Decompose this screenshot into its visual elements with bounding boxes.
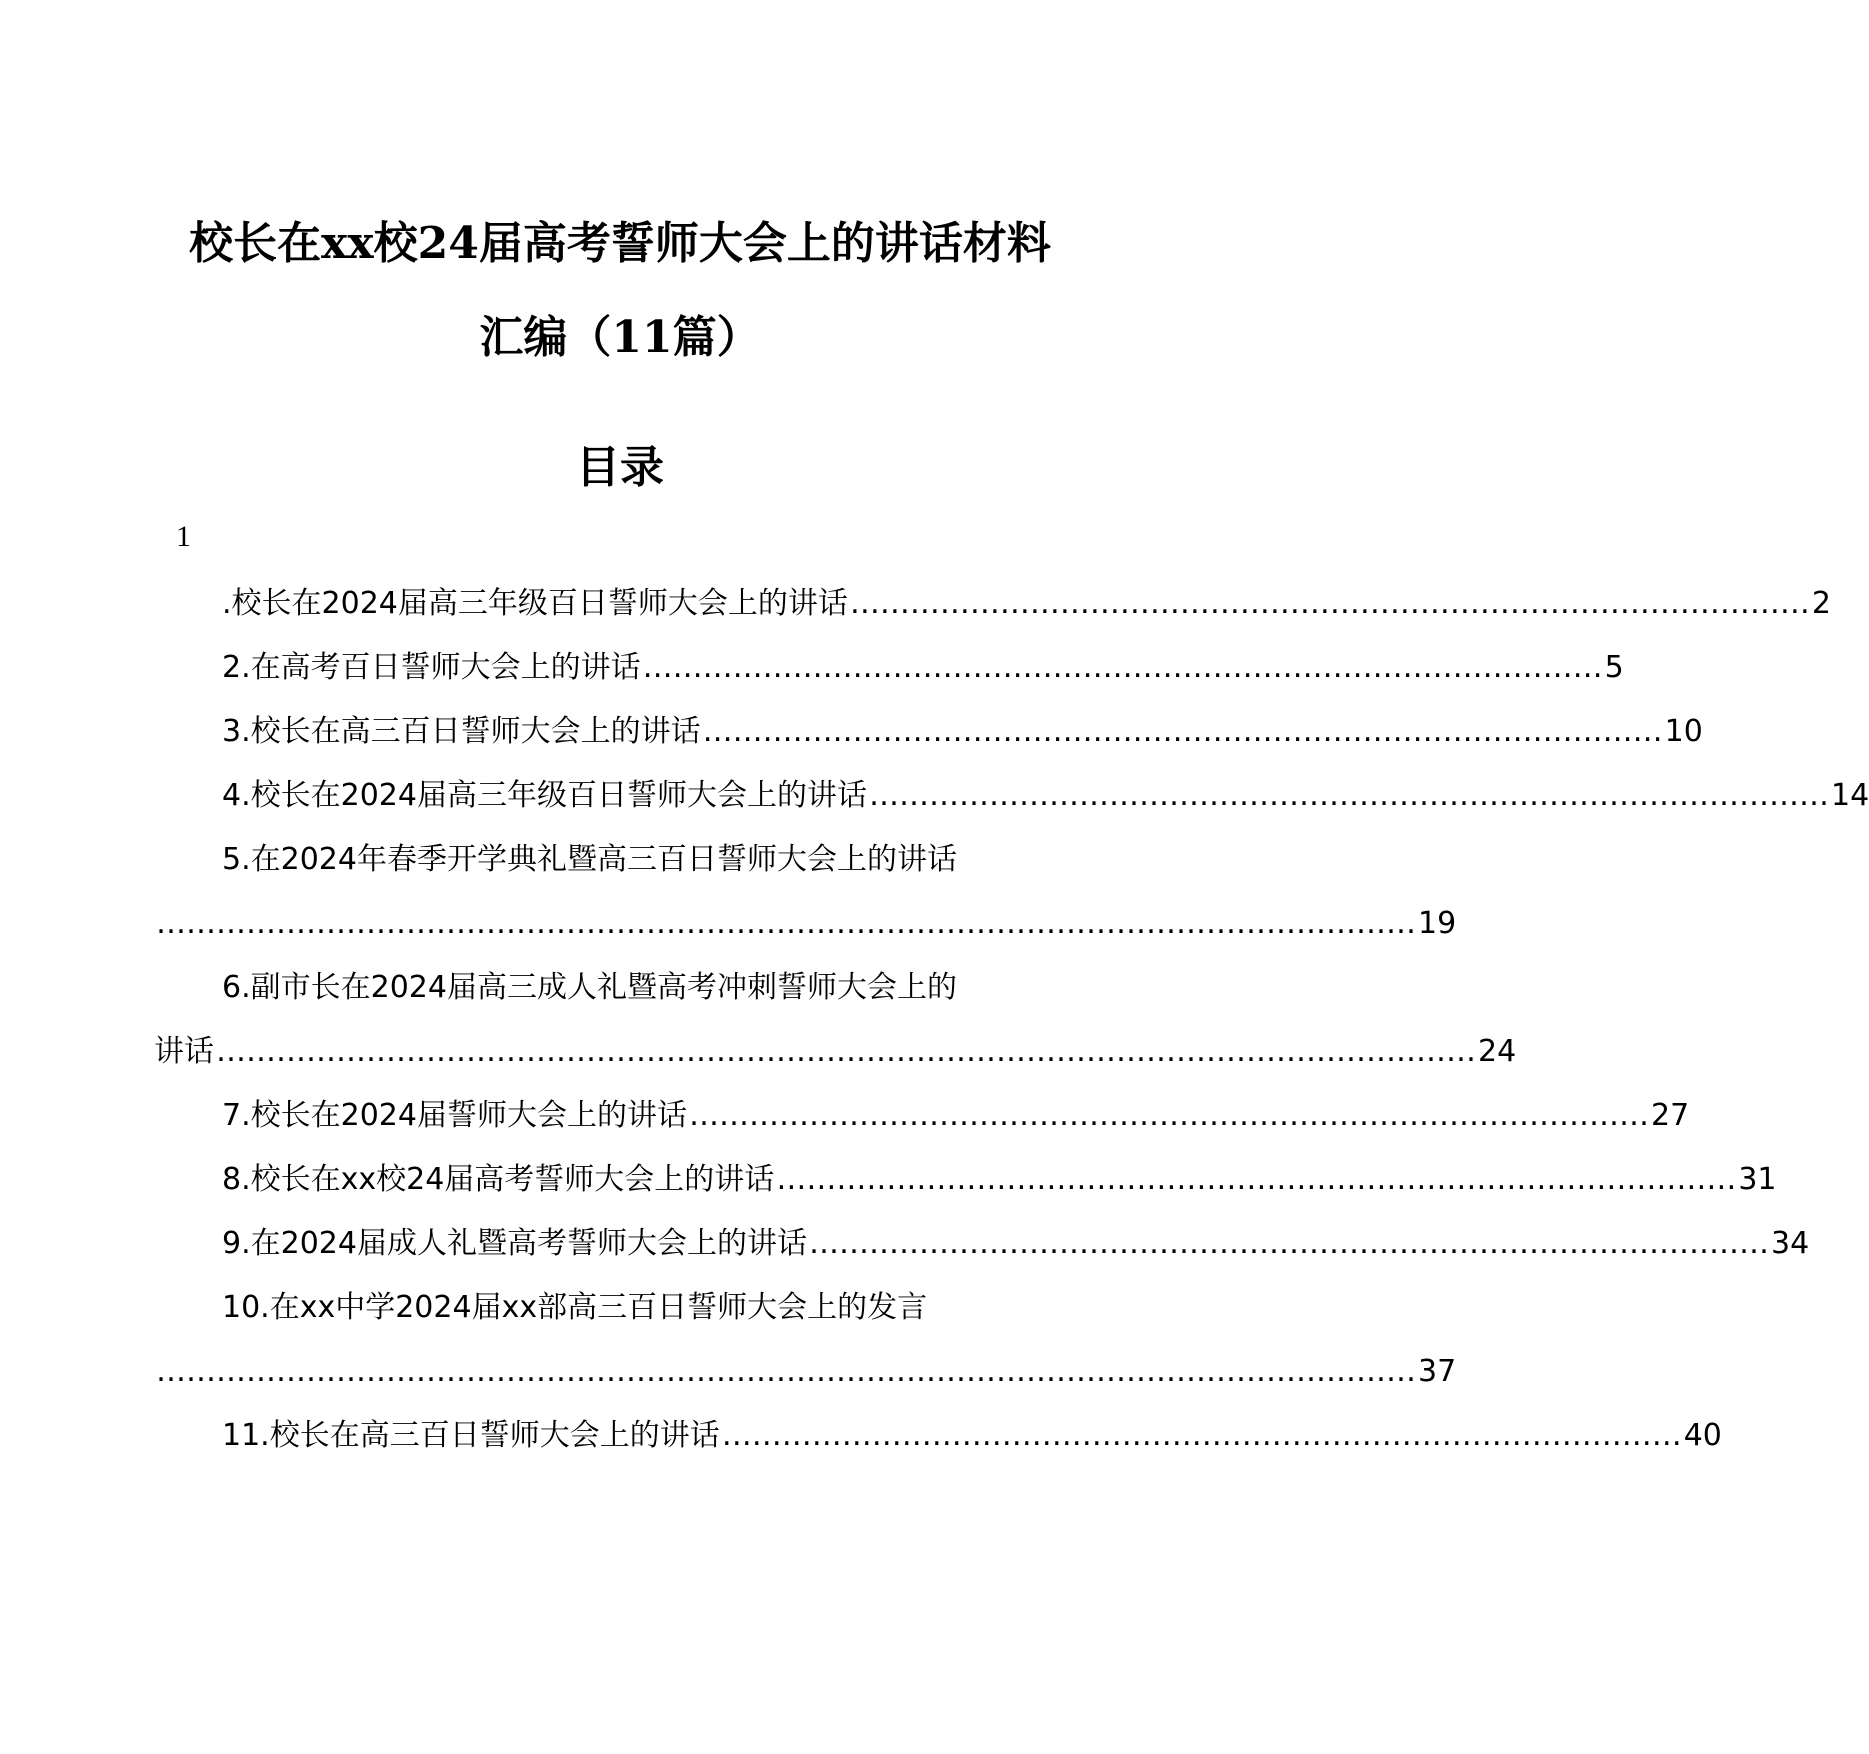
toc-entry-title: 11.校长在高三百日誓师大会上的讲话 <box>222 1418 720 1453</box>
toc-entry-title: 3.校长在高三百日誓师大会上的讲话 <box>222 714 701 749</box>
toc-leader-dots: ……………………………………………………………………………………………………………… <box>216 1034 1476 1069</box>
toc-entry-page: 27 <box>1650 1098 1690 1133</box>
toc-entry-2[interactable] <box>222 650 1624 685</box>
toc-leader-dots: …………………………………………………………………………………… <box>702 714 1663 749</box>
toc-entry-6[interactable] <box>154 1034 1517 1069</box>
toc-entry-6-title[interactable]: 6.副市长在2024届高三成人礼暨高考冲刺誓师大会上的 <box>222 970 957 1005</box>
toc-leader-dots: …………………………………………………………………………………… <box>688 1098 1649 1133</box>
document-title-line-2: 汇编（11篇） <box>479 312 761 363</box>
toc-entry-10[interactable] <box>154 1354 1457 1389</box>
document-title-line-1: 校长在xx校24届高考誓师大会上的讲话材料 <box>189 218 1051 269</box>
stray-page-number: 1 <box>176 520 191 553</box>
toc-entry-9[interactable] <box>222 1226 1810 1261</box>
toc-entry-11[interactable] <box>222 1418 1722 1453</box>
toc-leader-dots: ……………………………………………………………………………………………………………… <box>156 906 1416 941</box>
toc-entry-page: 40 <box>1683 1418 1722 1453</box>
toc-entry-4[interactable] <box>222 778 1869 813</box>
toc-entry-page: 10 <box>1664 714 1703 749</box>
toc-entry-title: 8.校长在xx校24届高考誓师大会上的讲话 <box>222 1162 775 1197</box>
toc-heading: 目录 <box>576 442 664 493</box>
toc-entry-page: 14 <box>1830 778 1869 813</box>
toc-entry-5[interactable] <box>154 906 1457 941</box>
toc-leader-dots: …………………………………………………………………………………… <box>721 1418 1682 1453</box>
toc-leader-dots: …………………………………………………………………………………… <box>868 778 1829 813</box>
toc-entry-page: 31 <box>1738 1162 1777 1197</box>
toc-entry-page: 2 <box>1811 586 1831 621</box>
toc-leader-dots: …………………………………………………………………………………… <box>808 1226 1769 1261</box>
toc-entry-page: 19 <box>1418 906 1457 941</box>
toc-entry-10-title[interactable]: 10.在xx中学2024届xx部高三百日誓师大会上的发言 <box>222 1290 928 1325</box>
toc-entry-7[interactable] <box>222 1098 1690 1133</box>
toc-leader-dots: …………………………………………………………………………………… <box>642 650 1603 685</box>
toc-leader-dots: ……………………………………………………………………………………………………………… <box>156 1354 1416 1389</box>
toc-entry-title: 7.校长在2024届誓师大会上的讲话 <box>222 1098 687 1133</box>
toc-entry-page: 34 <box>1770 1226 1810 1261</box>
toc-entry-1[interactable] <box>222 586 1831 621</box>
toc-entry-3[interactable] <box>222 714 1703 749</box>
toc-leader-dots: …………………………………………………………………………………… <box>849 586 1810 621</box>
toc-entry-page: 37 <box>1418 1354 1457 1389</box>
toc-entry-title: .校长在2024届高三年级百日誓师大会上的讲话 <box>222 586 848 621</box>
toc-entry-page: 24 <box>1478 1034 1517 1069</box>
toc-leader-dots: …………………………………………………………………………………… <box>776 1162 1737 1197</box>
toc-entry-page: 5 <box>1604 650 1624 685</box>
toc-entry-title: 9.在2024届成人礼暨高考誓师大会上的讲话 <box>222 1226 807 1261</box>
toc-entry-title: 4.校长在2024届高三年级百日誓师大会上的讲话 <box>222 778 867 813</box>
toc-entry-title: 2.在高考百日誓师大会上的讲话 <box>222 650 641 685</box>
toc-entry-8[interactable] <box>222 1162 1777 1197</box>
toc-entry-title-continued: 讲话 <box>154 1034 214 1069</box>
toc-entry-5-title[interactable]: 5.在2024年春季开学典礼暨高三百日誓师大会上的讲话 <box>222 842 957 877</box>
